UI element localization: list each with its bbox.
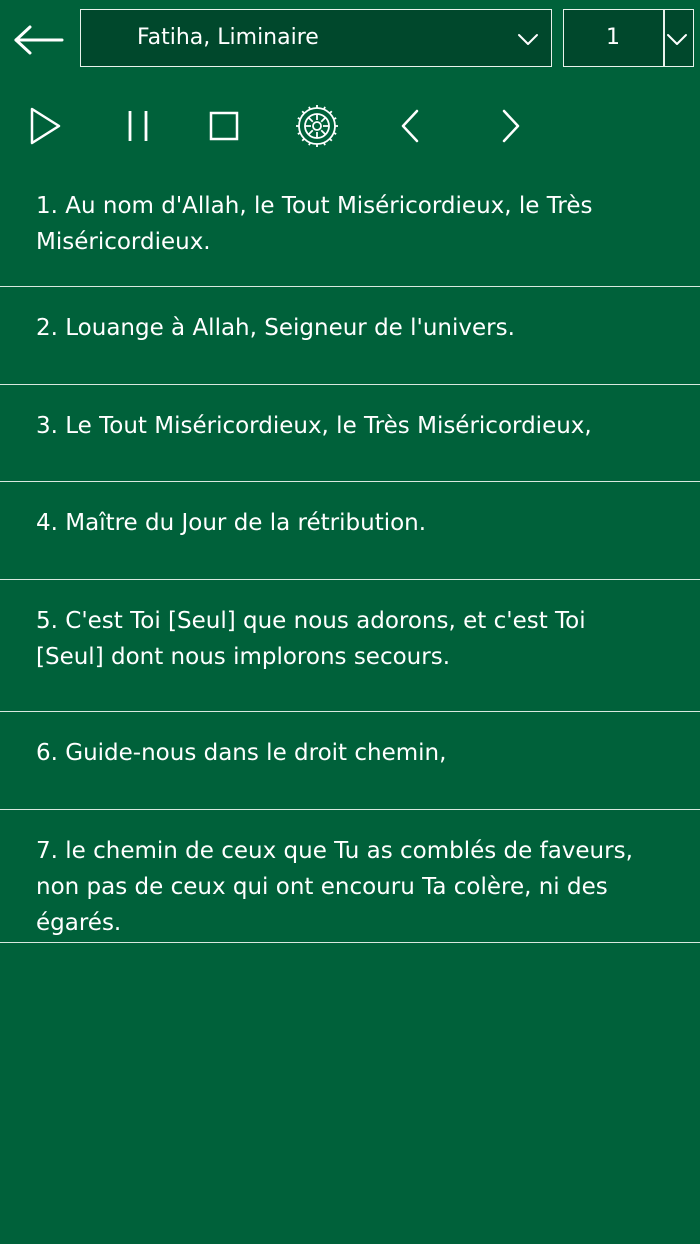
play-icon — [18, 100, 70, 152]
select-divider — [663, 10, 665, 66]
pause-button[interactable] — [112, 100, 164, 152]
verse-item[interactable] — [0, 810, 700, 943]
verse-text: 6. Guide-nous dans le droit chemin, — [36, 740, 447, 766]
gear-icon — [291, 100, 343, 152]
chevron-down-icon — [666, 28, 688, 50]
verse-item[interactable] — [0, 165, 700, 287]
verse-number-value: 1 — [606, 25, 620, 50]
verse-item[interactable] — [0, 482, 700, 580]
verse-text: 3. Le Tout Miséricordieux, le Très Miséricordieux, — [36, 412, 592, 439]
verse-item[interactable] — [0, 712, 700, 810]
verse-list — [0, 165, 700, 943]
verse-item[interactable] — [0, 580, 700, 713]
back-button[interactable] — [12, 20, 66, 60]
stop-icon — [198, 100, 250, 152]
next-button[interactable] — [484, 100, 536, 152]
verse-text: 2. Louange à Allah, Seigneur de l'univers. — [36, 315, 515, 341]
verse-item[interactable] — [0, 385, 700, 483]
verse-item[interactable] — [0, 287, 700, 385]
chevron-down-icon — [517, 28, 539, 50]
previous-button[interactable] — [385, 100, 437, 152]
chevron-left-icon — [385, 100, 437, 152]
surah-select-value: Fatiha, Liminaire — [137, 25, 319, 50]
surah-select[interactable] — [80, 9, 552, 67]
pause-icon — [112, 100, 164, 152]
arrow-left-icon — [12, 20, 66, 60]
verse-text: 5. C'est Toi [Seul] que nous adorons, et c'est Toi [Seul] dont nous implorons secours. — [36, 607, 586, 670]
play-button[interactable] — [18, 100, 70, 152]
chevron-right-icon — [484, 100, 536, 152]
verse-text: 7. le chemin de ceux que Tu as comblés de faveurs, non pas de ceux qui ont encouru Ta colère, ni des égarés. — [36, 837, 633, 936]
stop-button[interactable] — [198, 100, 250, 152]
verse-number-select[interactable] — [563, 9, 694, 67]
settings-button[interactable] — [291, 100, 343, 152]
verse-text: 1. Au nom d'Allah, le Tout Miséricordieux, le Très Miséricordieux. — [36, 193, 593, 255]
verse-text: 4. Maître du Jour de la rétribution. — [36, 510, 427, 536]
top-bar — [0, 0, 700, 80]
playback-controls — [0, 90, 700, 160]
